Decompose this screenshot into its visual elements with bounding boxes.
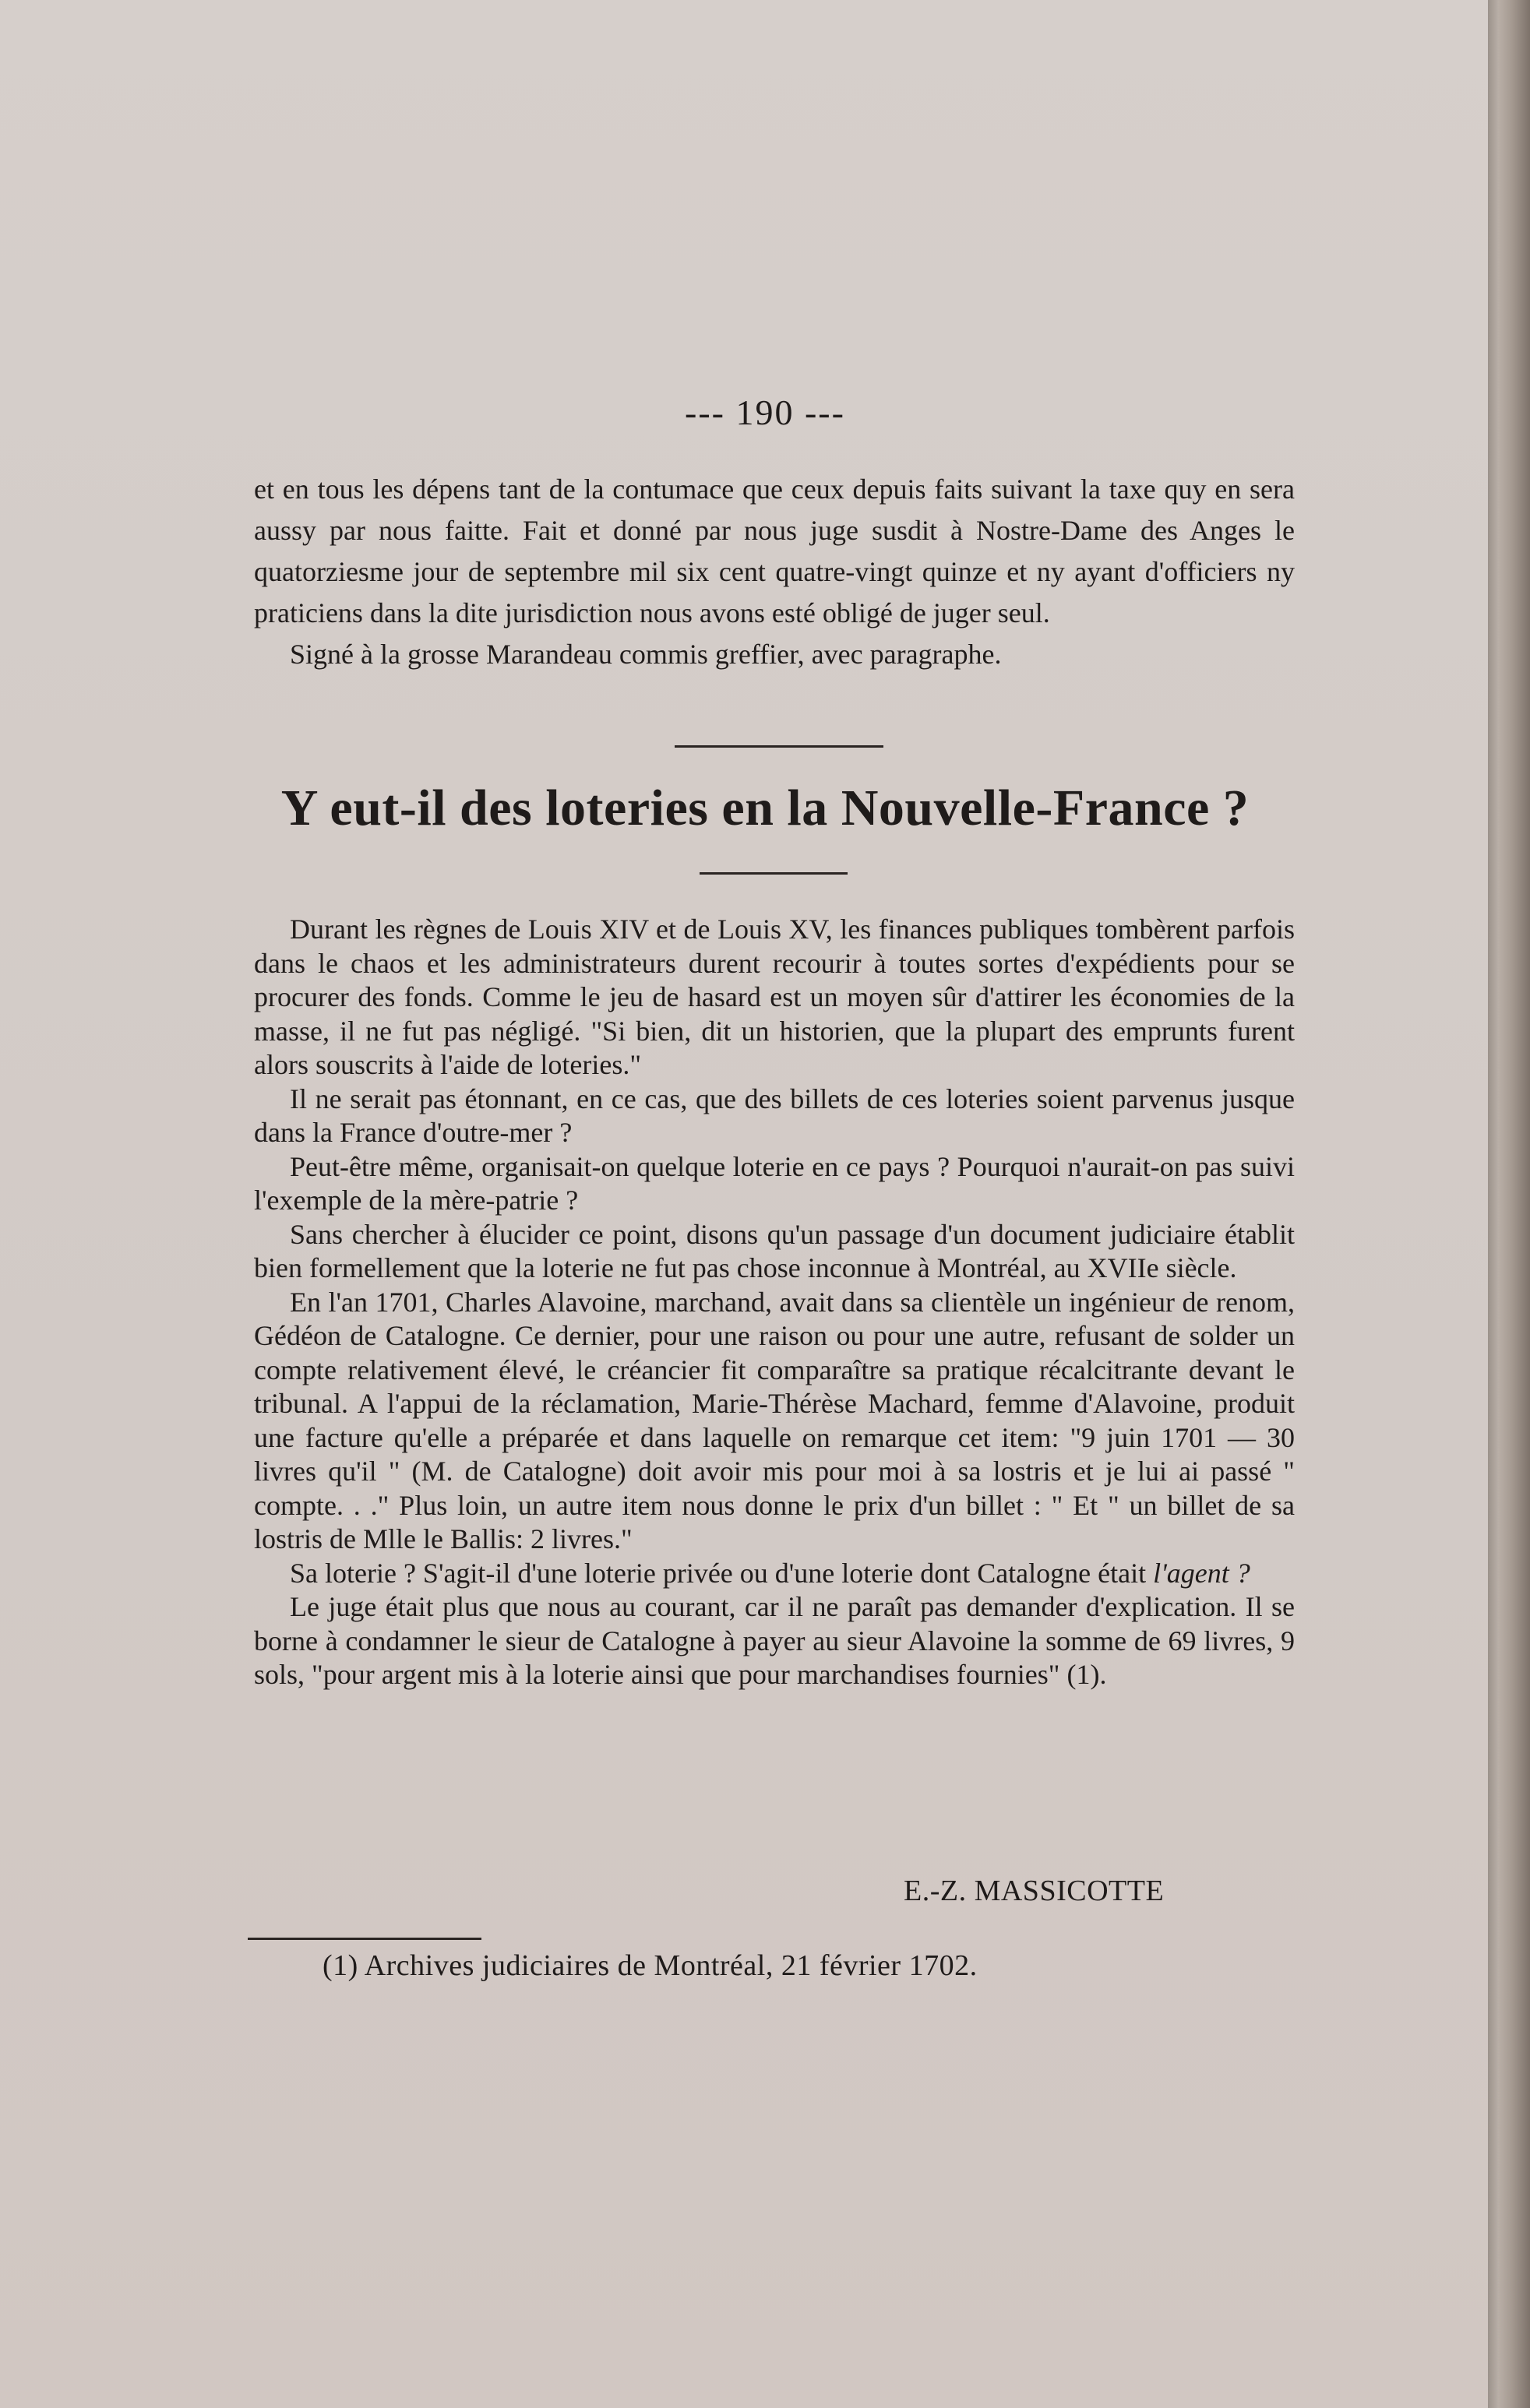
footnote: (1) Archives judiciaires de Montréal, 21 février 1702. [323,1949,978,1982]
title-underline [700,872,848,875]
intro-text [254,469,1295,675]
author-signature: E.-Z. MASSICOTTE [904,1875,1165,1907]
article-paragraph-6 [254,1557,1295,1591]
article-paragraph-7: Le juge était plus que nous au courant, car il ne paraît pas demander d'explication. Il se borne à condamner le sieur de Catalogne à payer au sieur Alavoine la somme de 69 livres, 9 sols, "pour argent mis à la loterie ainsi que pour marchandises fournies" (1). [254,1591,1295,1690]
intro-paragraph-2: Signé à la grosse Marandeau commis greffier, avec paragraphe. [290,639,1002,670]
article-paragraph-4: Sans chercher à élucider ce point, disons qu'un passage d'un document judiciaire établit bien formellement que la loterie ne fut pas chose inconnue à Montréal, au XVIIe siècle. [254,1218,1295,1283]
article-paragraph-5: En l'an 1701, Charles Alavoine, marchand, avait dans sa clientèle un ingénieur de renom, Gédéon de Catalogne. Ce dernier, pour une raison ou pour une autre, refusant de solder un compte relativement élevé, le créancier fit comparaître sa pratique récalcitrante devant le tribunal. A l'appui de la réclamation, Marie-Thérèse Machard, femme d'Alavoine, produit une facture qu'elle a préparée et dans laquelle on remarque cet item: "9 juin 1701 — 30 livres qu'il " (M. de Catalogne) doit avoir mis pour moi à sa lostris et je lui ai passé " compte. . ." Plus loin, un autre item nous donne le prix d'un billet : " Et " un billet de sa lostris de Mlle le Ballis: 2 livres." [254,1286,1295,1554]
section-divider [675,745,883,748]
article-paragraph-3: Peut-être même, organisait-on quelque loterie en ce pays ? Pourquoi n'aurait-on pas suivi l'exemple de la mère-patrie ? [254,1150,1295,1216]
article-paragraph-6-text: Sa loterie ? S'agit-il d'une loterie privée ou d'une loterie dont Catalogne était [290,1557,1154,1589]
italic-agent: l'agent ? [1153,1557,1250,1589]
footnote-rule [248,1938,481,1940]
article-title: Y eut-il des loteries en la Nouvelle-France ? [280,780,1250,836]
intro-paragraph-1: et en tous les dépens tant de la contumace que ceux depuis faits suivant la taxe quy en sera aussy par nous faitte. Fait et donné par nous juge susdit à Nostre-Dame des Anges le quatorziesme jour de septembre mil six cent quatre-vingt quinze et ny ayant d'officiers ny praticiens dans la dite jurisdiction nous avons esté obligé de juger seul. [254,474,1295,628]
article-paragraph-1: Durant les règnes de Louis XIV et de Louis XV, les finances publiques tombèrent parfois dans le chaos et les administrateurs durent recourir à toutes sortes d'expédients pour se procurer des fonds. Comme le jeu de hasard est un moyen sûr d'attirer les économies de la masse, il ne fut pas négligé. "Si bien, dit un historien, que la plupart des emprunts furent alors souscrits à l'aide de loteries." [254,914,1295,1080]
page-edge [1488,0,1530,2408]
article-body [254,913,1295,1692]
page-number: --- 190 --- [685,393,845,432]
article-paragraph-2: Il ne serait pas étonnant, en ce cas, que des billets de ces loteries soient parvenus jusque dans la France d'outre-mer ? [254,1083,1295,1148]
